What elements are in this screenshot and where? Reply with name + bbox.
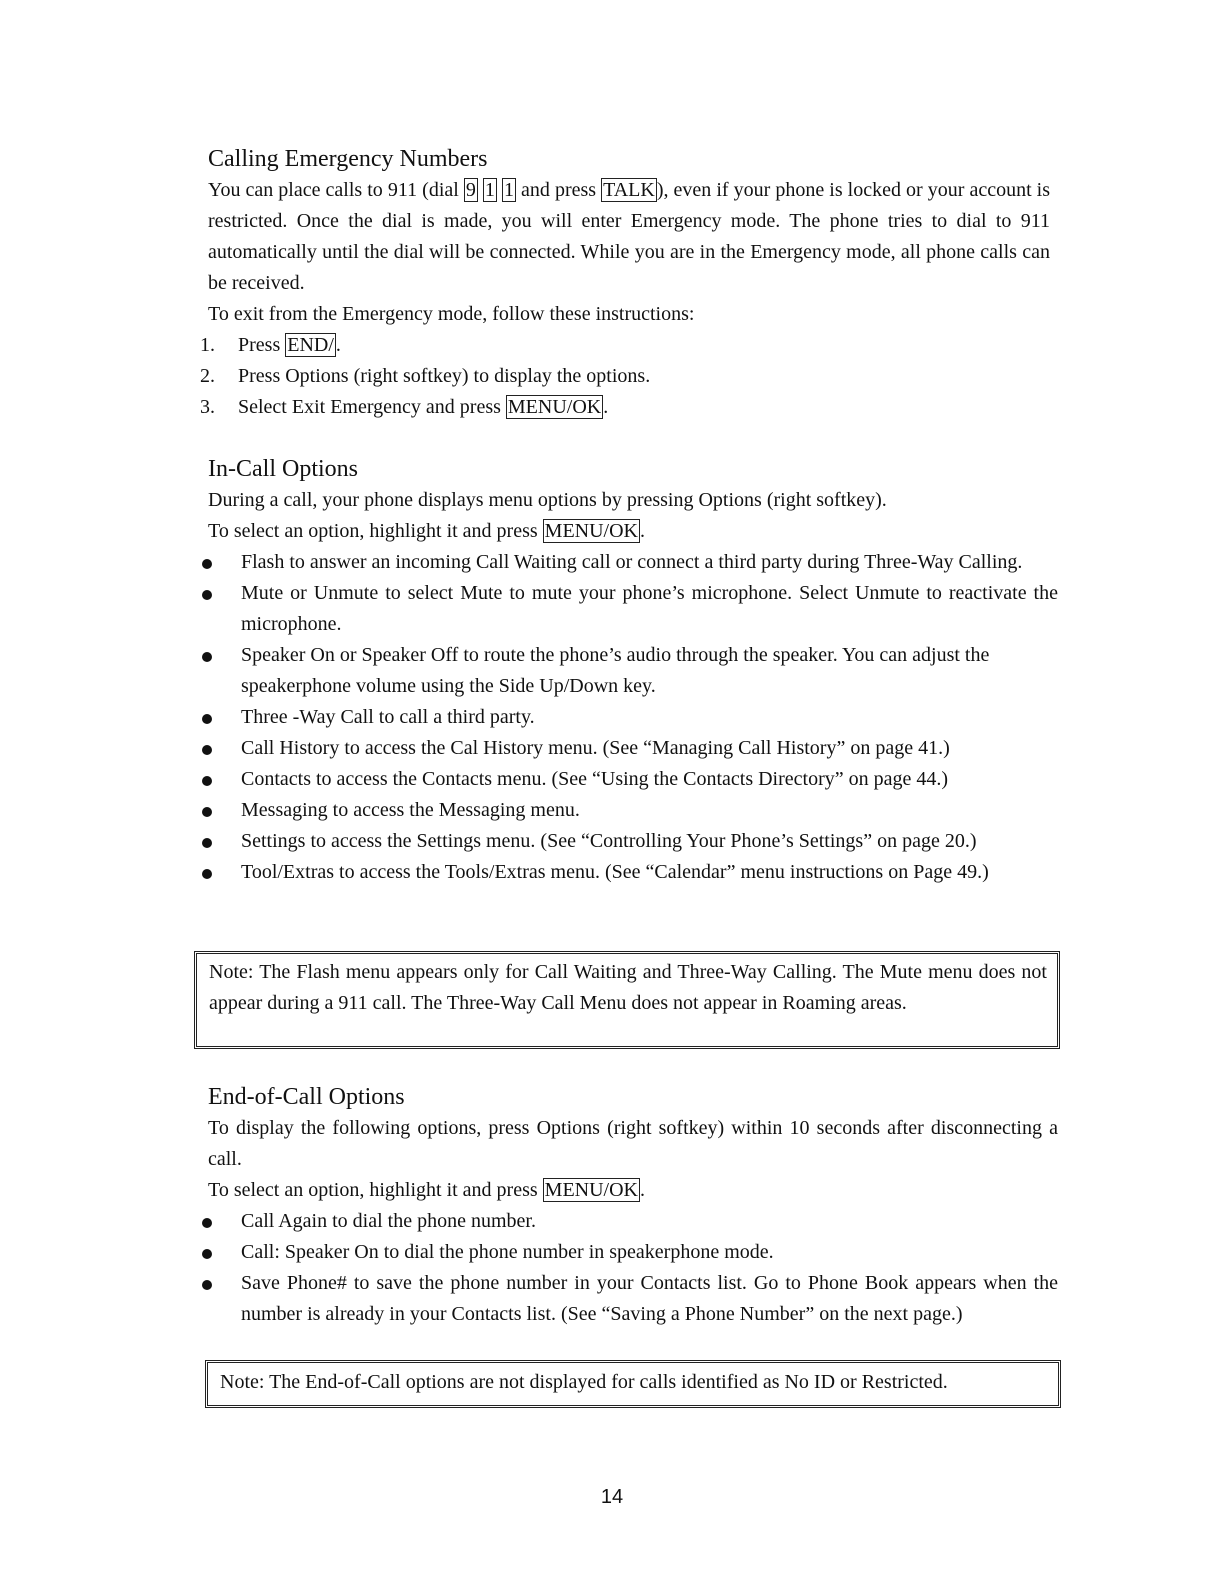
bullet-icon <box>202 807 212 817</box>
list-item: Contacts to access the Contacts menu. (See “Using the Contacts Directory” on page 44.) <box>200 764 1058 795</box>
list-item: Call: Speaker On to dial the phone number in speakerphone mode. <box>200 1237 1058 1268</box>
bullet-icon <box>202 776 212 786</box>
list-item: Save Phone# to save the phone number in your Contacts list. Go to Phone Book appears when the number is already in your Contacts list. (See “Saving a Phone Number” on the next page.) <box>200 1268 1058 1330</box>
bullet-icon <box>202 590 212 600</box>
list-item: Three -Way Call to call a third party. <box>200 702 1058 733</box>
key-1: 1 <box>484 179 495 201</box>
endcall-options-list <box>200 1206 1058 1330</box>
bullet-icon <box>202 745 212 755</box>
emergency-paragraph: You can place calls to 911 (dial 9 1 1 and press TALK ), even if your phone is locked or your account is restricted. Once the dial is made, you will enter Emergency mode. The phone tries to dial to 911 automatically until the dial will be connected. While you are in the Emergency mode, all phone calls can be received. <box>208 179 1051 294</box>
bullet-icon <box>202 559 212 569</box>
incall-paragraph: During a call, your phone displays menu options by pressing Options (right softkey). <box>208 489 887 511</box>
key-talk: TALK <box>603 179 655 201</box>
list-item: Messaging to access the Messaging menu. <box>200 795 1058 826</box>
endcall-heading: End-of-Call Options <box>208 1084 405 1110</box>
key-menu-ok: MENU/OK <box>544 1179 639 1201</box>
list-item: Call Again to dial the phone number. <box>200 1206 1058 1237</box>
list-item: Speaker On or Speaker Off to route the phone’s audio through the speaker. You can adjust the speakerphone volume using the Side Up/Down key. <box>200 640 1058 702</box>
exit-instructions-intro: To exit from the Emergency mode, follow these instructions: <box>208 303 695 325</box>
list-item: Settings to access the Settings menu. (See “Controlling Your Phone’s Settings” on page 20.) <box>200 826 1058 857</box>
bullet-icon <box>202 838 212 848</box>
incall-options-list <box>200 547 1058 888</box>
emergency-section <box>200 144 1051 423</box>
list-item: Call History to access the Cal History menu. (See “Managing Call History” on page 41.) <box>200 733 1058 764</box>
list-item: 1. Press END/ . <box>200 334 341 356</box>
bullet-icon <box>202 652 212 662</box>
list-item: Mute or Unmute to select Mute to mute your phone’s microphone. Select Unmute to reactivate the microphone. <box>200 578 1058 640</box>
key-menu-ok: MENU/OK <box>507 396 602 418</box>
key-9: 9 <box>465 179 476 201</box>
key-end: END/ <box>287 334 334 356</box>
list-item: 2. Press Options (right softkey) to display the options. <box>200 365 651 387</box>
incall-heading: In-Call Options <box>208 456 358 482</box>
bullet-icon <box>202 714 212 724</box>
exit-steps-list <box>200 330 1042 423</box>
endcall-note-box <box>205 1360 1061 1408</box>
endcall-paragraph: To display the following options, press Options (right softkey) within 10 seconds after disconnecting a call. <box>208 1117 1058 1170</box>
endcall-note-text: Note: The End-of-Call options are not displayed for calls identified as No ID or Restricted. <box>220 1371 948 1393</box>
bullet-icon <box>202 869 212 879</box>
incall-note-text: Note: The Flash menu appears only for Call Waiting and Three-Way Calling. The Mute menu does not appear during a 911 call. The Three-Way Call Menu does not appear in Roaming areas. <box>209 961 1047 1014</box>
bullet-icon <box>202 1249 212 1259</box>
bullet-icon <box>202 1280 212 1290</box>
incall-select-instruction: To select an option, highlight it and press MENU/OK . <box>208 520 646 542</box>
list-item: Flash to answer an incoming Call Waiting call or connect a third party during Three-Way Calling. <box>200 547 1058 578</box>
list-item: 3. Select Exit Emergency and press MENU/OK . <box>200 396 609 418</box>
bullet-icon <box>202 1218 212 1228</box>
emergency-heading: Calling Emergency Numbers <box>208 146 488 172</box>
incall-section <box>208 454 1058 888</box>
key-1: 1 <box>503 179 514 201</box>
list-item: Tool/Extras to access the Tools/Extras menu. (See “Calendar” menu instructions on Page 49.) <box>200 857 1058 888</box>
endcall-select-instruction: To select an option, highlight it and press MENU/OK . <box>208 1179 646 1201</box>
key-menu-ok: MENU/OK <box>544 520 639 542</box>
page-number: 14 <box>600 1486 624 1508</box>
endcall-section <box>208 1082 1058 1330</box>
incall-note-box <box>194 951 1060 1049</box>
